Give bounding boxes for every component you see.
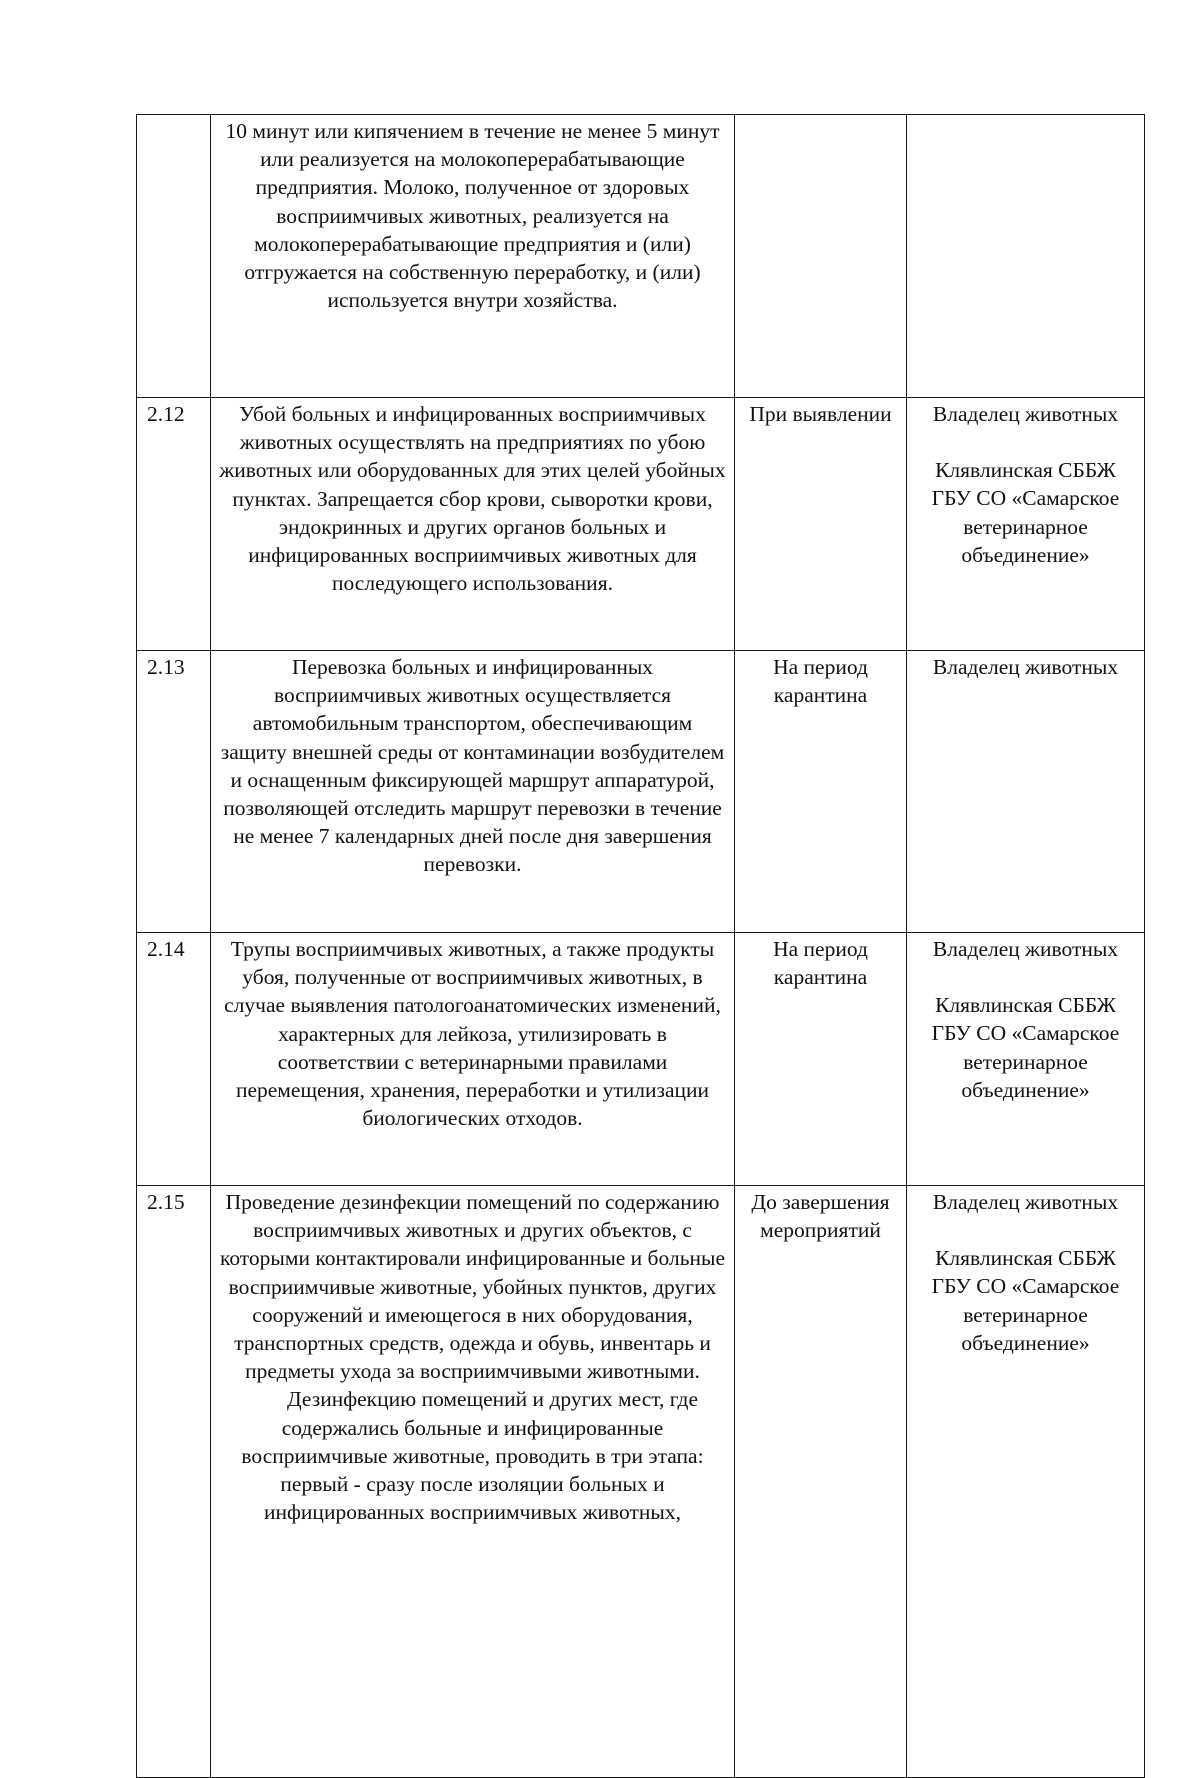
measure-period: При выявлении — [735, 398, 907, 651]
measure-description — [211, 115, 735, 398]
responsible-party: Владелец животных — [932, 1190, 1119, 1214]
table-row — [137, 933, 1145, 1186]
measure-responsible — [907, 651, 1145, 933]
row-number: 2.14 — [137, 933, 211, 1186]
row-number: 2.15 — [137, 1186, 211, 1778]
measure-responsible — [907, 115, 1145, 398]
description-paragraph: Убой больных и инфицированных восприимчивых животных осуществлять на предприятиях по убою животных или оборудованных для этих целей убойных пунктах. Запрещается сбор крови, сыворотки крови, эндокринных и других органов больных и инфицированных восприимчивых животных для последующего использования. — [219, 402, 726, 596]
measure-responsible — [907, 398, 1145, 651]
description-paragraph: Проведение дезинфекции помещений по содержанию восприимчивых животных и других объектов, с которыми контактировали инфицированные и больные восприимчивые животные, убойных пунктов, других сооружений и имеющегося в них оборудования, транспортных средств, одежда и обувь, инвентарь и предметы ухода за восприимчивыми животными. — [219, 1190, 725, 1384]
responsible-party: Клявлинская СББЖ ГБУ СО «Самарское ветеринарное объединение» — [931, 993, 1120, 1102]
row-number — [137, 115, 211, 398]
measure-period: На период карантина — [735, 651, 907, 933]
measure-description — [211, 933, 735, 1186]
measure-responsible — [907, 933, 1145, 1186]
row-number: 2.12 — [137, 398, 211, 651]
measure-description — [211, 651, 735, 933]
responsible-party: Владелец животных — [932, 402, 1119, 426]
measure-period: До завершения мероприятий — [735, 1186, 907, 1778]
measure-description — [211, 1186, 735, 1778]
measure-description — [211, 398, 735, 651]
description-paragraph: 10 минут или кипячением в течение не менее 5 минут или реализуется на молокоперерабатывающие предприятия. Молоко, полученное от здоровых восприимчивых животных, реализуется на молокоперерабатывающие предприятия и (или) отгружается на собственную переработку, и (или) используется внутри хозяйства. — [225, 119, 720, 313]
table-row — [137, 1186, 1145, 1778]
responsible-party: Владелец животных — [932, 937, 1119, 961]
measure-period — [735, 115, 907, 398]
responsible-party: Клявлинская СББЖ ГБУ СО «Самарское ветеринарное объединение» — [931, 1246, 1120, 1355]
description-paragraph: Трупы восприимчивых животных, а также продукты убоя, полученные от восприимчивых животных, в случае выявления патологоанатомических изменений, характерных для лейкоза, утилизировать в соответствии с ветеринарными правилами перемещения, хранения, переработки и утилизации биологических отходов. — [224, 937, 721, 1131]
table-row — [137, 398, 1145, 651]
description-paragraph: Дезинфекцию помещений и других мест, где содержались больные и инфицированные восприимчивые животные, проводить в три этапа: первый - сразу после изоляции больных и инфицированных восприимчивых животных, — [241, 1387, 704, 1525]
description-paragraph: Перевозка больных и инфицированных восприимчивых животных осуществляется автомобильным транспортом, обеспечивающим защиту внешней среды от контаминации возбудителем и оснащенным фиксирующей маршрут аппаратурой, позволяющей отследить маршрут перевозки в течение не менее 7 календарных дней после дня завершения перевозки. — [220, 655, 725, 877]
table-row — [137, 651, 1145, 933]
measure-period: На период карантина — [735, 933, 907, 1186]
measures-table — [136, 114, 1145, 1778]
responsible-party: Клявлинская СББЖ ГБУ СО «Самарское ветеринарное объединение» — [931, 458, 1120, 567]
table-row — [137, 115, 1145, 398]
responsible-party: Владелец животных — [932, 655, 1119, 679]
row-number: 2.13 — [137, 651, 211, 933]
measure-responsible — [907, 1186, 1145, 1778]
